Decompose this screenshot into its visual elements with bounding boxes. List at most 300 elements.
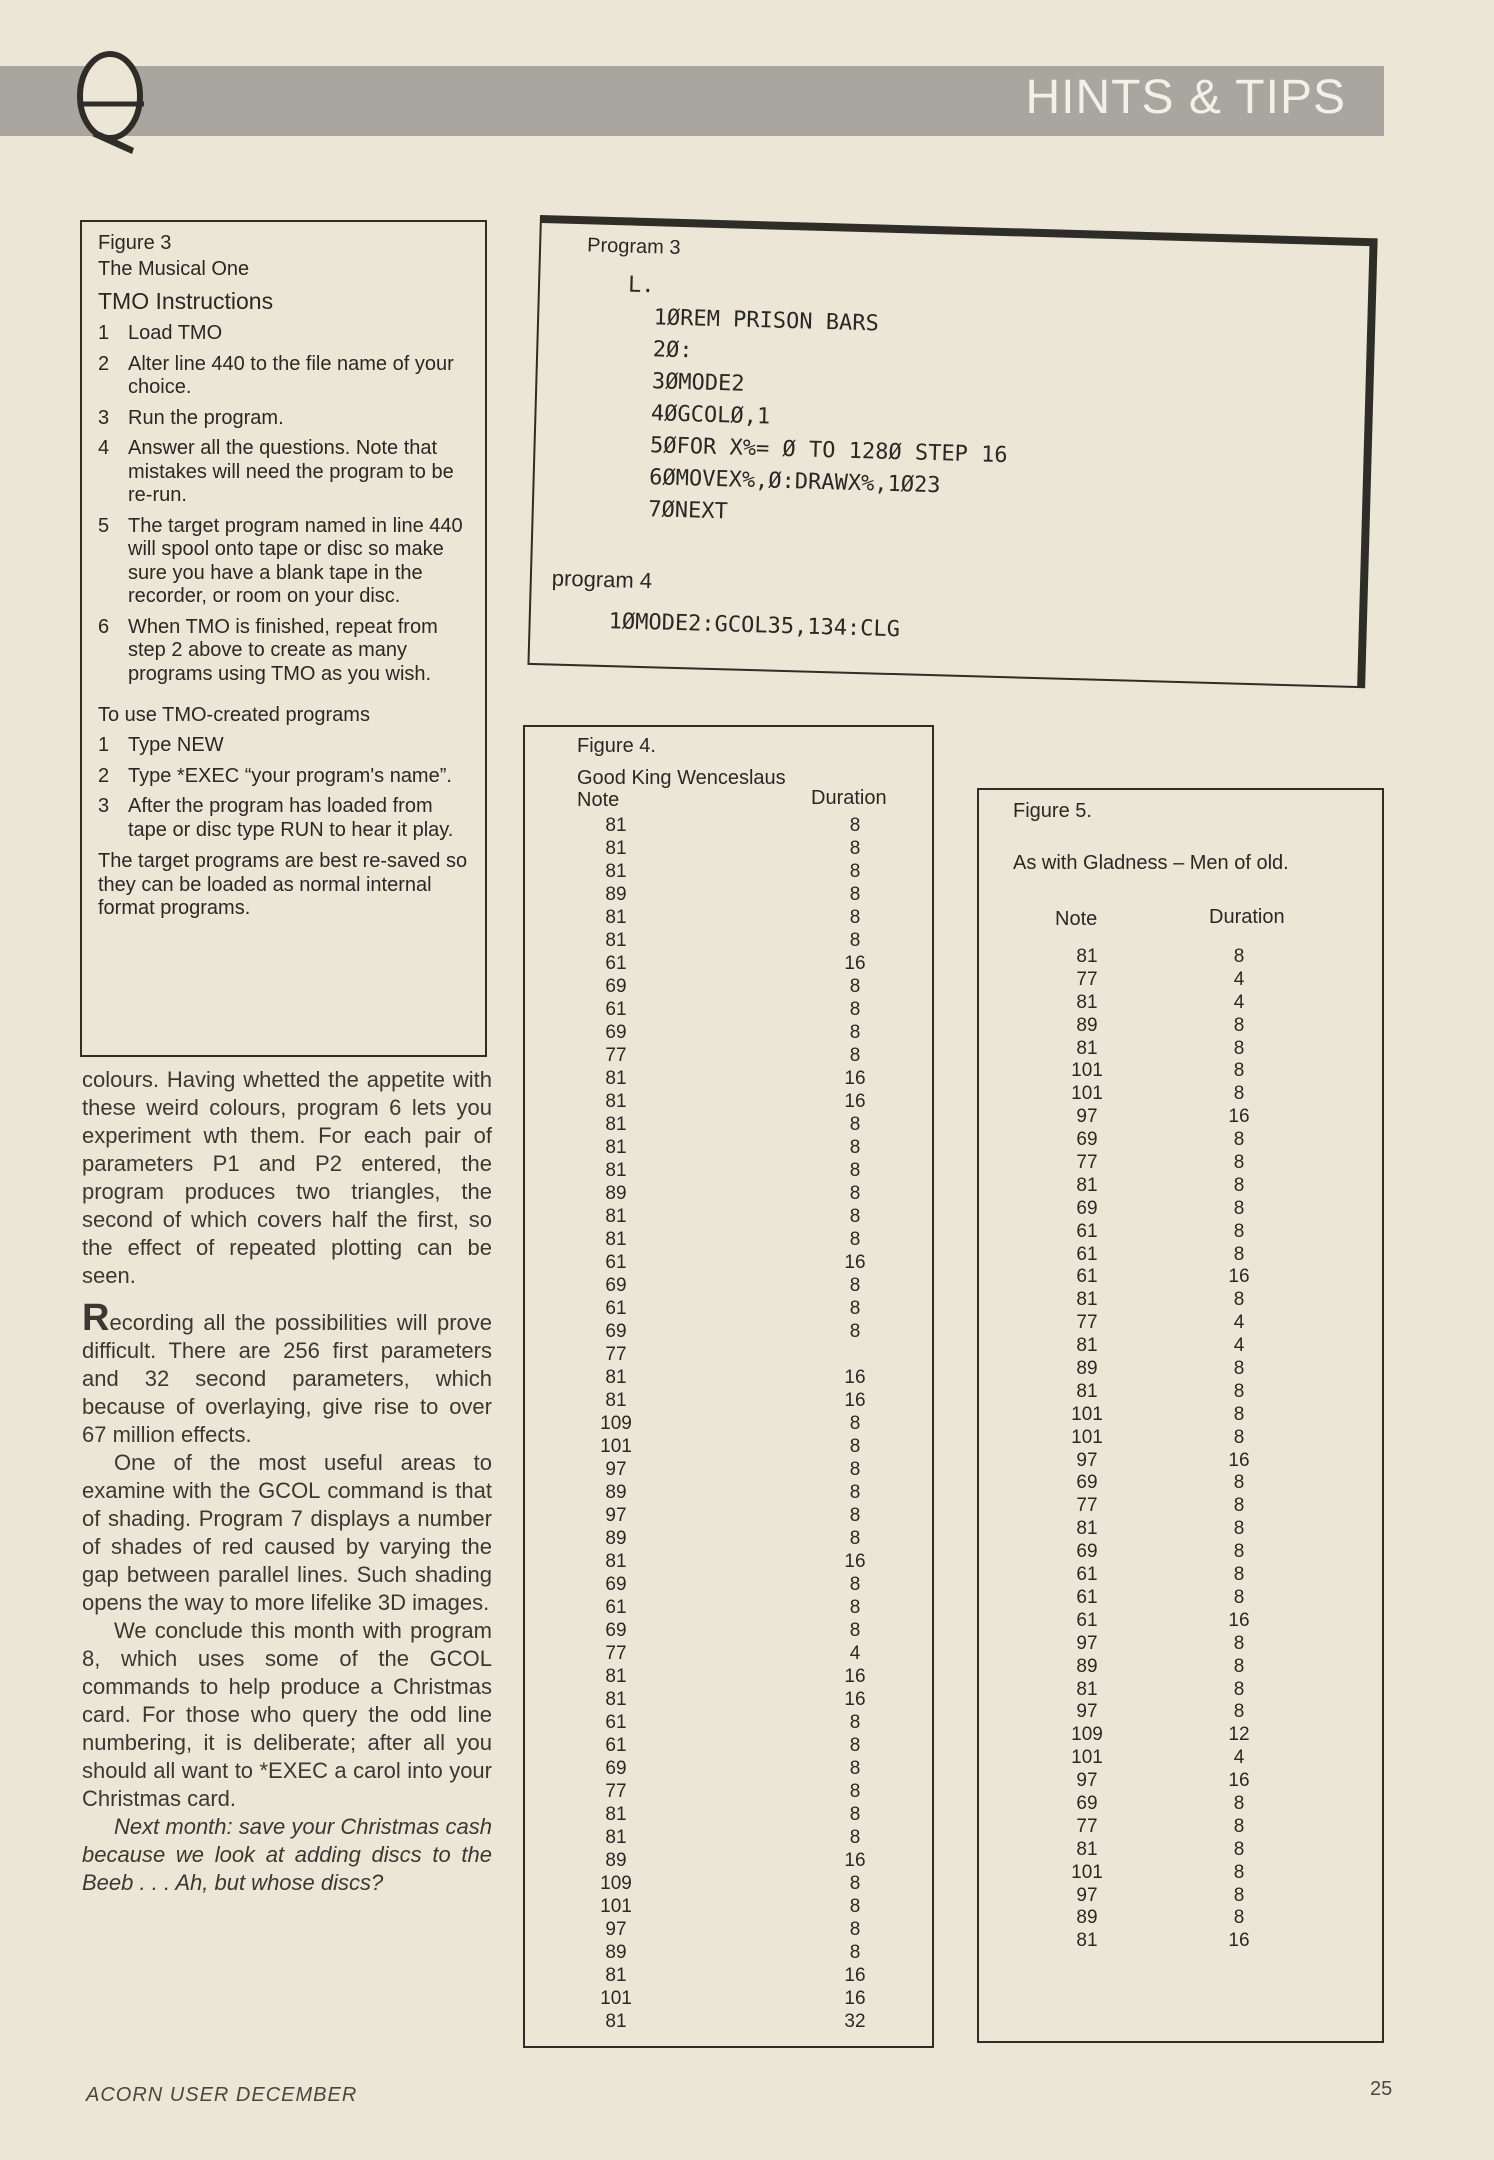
duration-cell: 8 <box>1233 1678 1245 1700</box>
note-cell: 109 <box>1071 1724 1103 1746</box>
duration-cell: 8 <box>849 976 861 997</box>
table-row <box>525 1551 932 1574</box>
note-cell: 61 <box>1076 1564 1098 1586</box>
note-cell: 69 <box>1076 1792 1098 1814</box>
duration-cell: 8 <box>849 815 861 836</box>
table-row <box>525 1206 932 1229</box>
duration-cell: 8 <box>849 1620 861 1641</box>
note-cell: 81 <box>605 930 627 951</box>
instruction-item <box>98 616 471 687</box>
duration-cell: 8 <box>849 1436 861 1457</box>
duration-cell: 8 <box>849 1942 861 1963</box>
note-cell: 69 <box>1076 1541 1098 1563</box>
note-cell: 81 <box>605 1666 627 1687</box>
table-row <box>525 815 932 838</box>
figure-4-duration-header: Duration <box>811 787 887 809</box>
table-row <box>525 1919 932 1942</box>
note-cell: 81 <box>605 1689 627 1710</box>
duration-cell: 8 <box>1233 1632 1245 1654</box>
note-cell: 81 <box>605 1804 627 1825</box>
duration-cell: 8 <box>1233 1358 1245 1380</box>
figure-5-duration-header: Duration <box>1209 906 1285 928</box>
note-cell: 81 <box>605 1068 627 1089</box>
duration-cell: 16 <box>844 1068 866 1089</box>
table-row <box>525 953 932 976</box>
duration-cell: 8 <box>1233 1083 1245 1105</box>
figure-3-box <box>80 220 487 1057</box>
duration-cell: 8 <box>1233 946 1245 967</box>
note-cell: 77 <box>1076 968 1098 990</box>
note-cell: 69 <box>605 1275 627 1296</box>
table-row <box>525 1689 932 1712</box>
duration-cell: 4 <box>1233 1747 1245 1769</box>
note-cell: 69 <box>605 1574 627 1595</box>
usage-heading: To use TMO-created programs <box>98 704 370 726</box>
duration-cell: 8 <box>849 1298 861 1319</box>
note-cell: 69 <box>605 1022 627 1043</box>
note-cell: 81 <box>1076 1930 1098 1952</box>
code-line: 7ØNEXT <box>621 496 729 525</box>
table-row <box>979 1541 1382 1564</box>
table-row <box>979 1244 1382 1267</box>
table-row <box>525 838 932 861</box>
duration-cell: 16 <box>844 1689 866 1710</box>
duration-cell: 8 <box>1233 1815 1245 1837</box>
table-row <box>979 1472 1382 1495</box>
table-row <box>525 1505 932 1528</box>
duration-cell: 8 <box>849 1160 861 1181</box>
table-row <box>979 1038 1382 1061</box>
duration-cell: 8 <box>1233 1655 1245 1677</box>
table-row <box>525 976 932 999</box>
program-4-label: program 4 <box>551 565 653 594</box>
note-cell: 61 <box>605 953 627 974</box>
note-cell: 61 <box>605 1298 627 1319</box>
table-row <box>525 1620 932 1643</box>
note-cell: 89 <box>605 1850 627 1871</box>
note-cell: 89 <box>1076 1907 1098 1929</box>
duration-cell: 8 <box>849 1873 861 1894</box>
duration-cell: 16 <box>844 1091 866 1112</box>
duration-cell: 16 <box>844 1666 866 1687</box>
duration-cell: 8 <box>849 1229 861 1250</box>
instruction-item <box>98 734 471 758</box>
duration-cell: 8 <box>849 1505 861 1526</box>
duration-cell: 8 <box>849 1528 861 1549</box>
note-cell: 101 <box>600 1436 632 1457</box>
table-row <box>525 907 932 930</box>
note-cell: 101 <box>1071 1060 1103 1082</box>
note-cell: 61 <box>605 1712 627 1733</box>
note-cell: 69 <box>1076 1129 1098 1151</box>
duration-cell: 8 <box>1233 1037 1245 1059</box>
note-cell: 109 <box>600 1413 632 1434</box>
duration-cell: 16 <box>844 1390 866 1411</box>
table-row <box>525 1459 932 1482</box>
table-row <box>979 1129 1382 1152</box>
note-cell: 69 <box>605 1620 627 1641</box>
duration-cell: 8 <box>1233 1792 1245 1814</box>
note-cell: 69 <box>605 1321 627 1342</box>
instruction-number: 6 <box>98 615 110 638</box>
note-cell: 101 <box>600 1988 632 2009</box>
instruction-number: 2 <box>98 764 110 787</box>
table-row <box>979 1587 1382 1610</box>
note-cell: 89 <box>605 1482 627 1503</box>
note-cell: 97 <box>1076 1106 1098 1128</box>
note-cell: 81 <box>605 1390 627 1411</box>
table-row <box>979 1106 1382 1129</box>
table-row <box>525 2011 932 2034</box>
instruction-item <box>98 407 471 431</box>
table-row <box>979 1335 1382 1358</box>
note-cell: 81 <box>605 815 627 836</box>
note-cell: 77 <box>605 1781 627 1802</box>
table-row <box>979 1358 1382 1381</box>
figure-5-note-header: Note <box>1055 908 1098 930</box>
table-row <box>525 1827 932 1850</box>
code-line: 4ØGCOLØ,1 <box>624 400 771 430</box>
table-row <box>979 1198 1382 1221</box>
table-row <box>525 1942 932 1965</box>
duration-cell: 8 <box>1233 1060 1245 1082</box>
instruction-text: Type *EXEC “your program's name”. <box>128 764 452 787</box>
figure-5-label: Figure 5. <box>1013 800 1092 822</box>
duration-cell: 8 <box>1233 1174 1245 1196</box>
duration-cell: 8 <box>1233 1838 1245 1860</box>
table-row <box>979 1450 1382 1473</box>
duration-cell: 8 <box>849 1137 861 1158</box>
duration-cell: 8 <box>1233 1907 1245 1929</box>
note-cell: 97 <box>605 1459 627 1480</box>
instruction-number: 5 <box>98 514 110 537</box>
table-row <box>525 1965 932 1988</box>
duration-cell: 8 <box>849 1804 861 1825</box>
note-cell: 77 <box>1076 1815 1098 1837</box>
table-row <box>979 946 1382 969</box>
paragraph <box>82 1297 492 1449</box>
duration-cell: 16 <box>1228 1930 1250 1952</box>
instruction-number: 3 <box>98 795 110 817</box>
figure-5-rows <box>979 946 1382 1953</box>
note-cell: 81 <box>605 1551 627 1572</box>
duration-cell: 8 <box>1233 1426 1245 1448</box>
next-month-teaser: Next month: save your Christmas cash because we look at adding discs to the Beeb . . . Ah, but whose discs? <box>82 1814 492 1895</box>
paragraph: We conclude this month with program 8, which uses some of the GCOL commands to help produce a Christmas card. For those who query the odd line numbering, it is deliberate; after all you should all want to *EXEC a carol into your Christmas card. <box>82 1618 492 1811</box>
duration-cell: 16 <box>1228 1266 1250 1288</box>
note-cell: 89 <box>1076 1014 1098 1036</box>
duration-cell: 8 <box>1233 1403 1245 1425</box>
note-cell: 77 <box>1076 1495 1098 1517</box>
note-cell: 97 <box>1076 1632 1098 1654</box>
duration-cell: 8 <box>849 1896 861 1917</box>
table-row <box>525 861 932 884</box>
duration-cell: 8 <box>849 1183 861 1204</box>
table-row <box>979 1747 1382 1770</box>
instruction-text: Alter line 440 to the file name of your choice. <box>128 352 454 398</box>
section-title: HINTS & TIPS <box>1025 71 1346 124</box>
table-row <box>525 999 932 1022</box>
acorn-q-logo-icon <box>70 48 152 158</box>
duration-cell: 8 <box>1233 1701 1245 1723</box>
note-cell: 97 <box>605 1919 627 1940</box>
note-cell: 61 <box>605 1597 627 1618</box>
duration-cell: 8 <box>849 1482 861 1503</box>
duration-cell: 16 <box>844 1252 866 1273</box>
duration-cell: 8 <box>849 907 861 928</box>
table-row <box>979 1312 1382 1335</box>
table-row <box>525 1229 932 1252</box>
table-row <box>525 1758 932 1781</box>
note-cell: 101 <box>1071 1861 1103 1883</box>
note-cell: 61 <box>605 999 627 1020</box>
note-cell: 61 <box>605 1735 627 1756</box>
duration-cell: 8 <box>849 1275 861 1296</box>
note-cell: 101 <box>1071 1747 1103 1769</box>
table-row <box>979 1152 1382 1175</box>
note-cell: 61 <box>605 1252 627 1273</box>
table-row <box>979 1907 1382 1930</box>
note-cell: 81 <box>605 1827 627 1848</box>
table-row <box>979 1060 1382 1083</box>
duration-cell: 8 <box>1233 1197 1245 1219</box>
instruction-item <box>98 515 471 609</box>
duration-cell: 8 <box>849 1045 861 1066</box>
table-row <box>525 1643 932 1666</box>
table-row <box>525 1114 932 1137</box>
paragraph: colours. Having whetted the appetite with these weird colours, program 6 lets you experiment wth them. For each pair of parameters P1 and P2 entered, the program produces two triangles, the second of which covers half the first, so the effect of repeated plotting can be seen. <box>82 1067 492 1288</box>
table-row <box>979 1701 1382 1724</box>
note-cell: 97 <box>1076 1884 1098 1906</box>
duration-cell: 8 <box>849 861 861 882</box>
table-row <box>979 1770 1382 1793</box>
instruction-text: The target program named in line 440 will spool onto tape or disc so make sure you have a blank tape in the recorder, or room on your disc. <box>128 514 463 607</box>
note-cell: 81 <box>1076 991 1098 1013</box>
table-row <box>979 1885 1382 1908</box>
duration-cell: 4 <box>1233 968 1245 990</box>
instruction-text: After the program has loaded from tape or disc type RUN to hear it play. <box>128 795 454 841</box>
duration-cell: 8 <box>1233 1541 1245 1563</box>
duration-cell: 8 <box>1233 1495 1245 1517</box>
instruction-item <box>98 765 471 789</box>
table-row <box>525 1896 932 1919</box>
note-cell: 61 <box>1076 1243 1098 1265</box>
note-cell: 77 <box>1076 1152 1098 1174</box>
duration-cell: 8 <box>849 838 861 859</box>
table-row <box>979 992 1382 1015</box>
table-row <box>525 1252 932 1275</box>
note-cell: 81 <box>1076 1518 1098 1540</box>
table-row <box>525 1390 932 1413</box>
duration-cell: 8 <box>849 1712 861 1733</box>
note-cell: 81 <box>605 907 627 928</box>
duration-cell: 32 <box>844 2011 866 2032</box>
table-row <box>525 1597 932 1620</box>
drop-cap: R <box>82 1297 110 1339</box>
duration-cell: 8 <box>1233 1220 1245 1242</box>
table-row <box>525 1413 932 1436</box>
table-row <box>525 1436 932 1459</box>
figure-4-label: Figure 4. <box>577 735 656 757</box>
figure-3-label: Figure 3 <box>98 232 172 254</box>
duration-cell: 4 <box>1233 1335 1245 1357</box>
note-cell: 77 <box>605 1045 627 1066</box>
table-row <box>979 1266 1382 1289</box>
duration-cell: 8 <box>849 1022 861 1043</box>
figure-4-rows <box>525 815 932 2034</box>
duration-cell: 8 <box>849 1114 861 1135</box>
table-row <box>979 1015 1382 1038</box>
duration-cell: 8 <box>849 1413 861 1434</box>
table-row <box>979 1404 1382 1427</box>
table-row <box>525 884 932 907</box>
note-cell: 81 <box>1076 1380 1098 1402</box>
duration-cell: 8 <box>1233 1243 1245 1265</box>
instruction-number: 4 <box>98 437 110 459</box>
note-cell: 89 <box>605 1183 627 1204</box>
duration-cell: 12 <box>1228 1724 1250 1746</box>
note-cell: 81 <box>1076 1678 1098 1700</box>
table-row <box>979 1793 1382 1816</box>
duration-cell: 16 <box>844 1850 866 1871</box>
duration-cell: 8 <box>1233 1014 1245 1036</box>
note-cell: 81 <box>1076 1838 1098 1860</box>
table-row <box>525 1160 932 1183</box>
duration-cell: 8 <box>1233 1586 1245 1608</box>
table-row <box>979 1656 1382 1679</box>
note-cell: 81 <box>1076 1335 1098 1357</box>
usage-list <box>98 734 471 842</box>
note-cell: 77 <box>605 1643 627 1664</box>
figure-3-title: The Musical One <box>98 258 250 280</box>
table-row <box>525 1275 932 1298</box>
table-row <box>525 1183 932 1206</box>
duration-cell: 8 <box>849 1827 861 1848</box>
table-row <box>979 1564 1382 1587</box>
instruction-text: When TMO is finished, repeat from step 2 above to create as many programs using TMO as you wish. <box>128 615 438 685</box>
note-cell: 61 <box>1076 1266 1098 1288</box>
program-3-label: Program 3 <box>586 234 681 259</box>
table-row <box>979 1381 1382 1404</box>
note-cell: 69 <box>605 1758 627 1779</box>
note-cell: 89 <box>1076 1655 1098 1677</box>
duration-cell: 8 <box>849 999 861 1020</box>
code-line: 2Ø: <box>625 336 693 364</box>
table-row <box>979 1221 1382 1244</box>
code-line: 1ØREM PRISON BARS <box>626 304 880 337</box>
instruction-text: Load TMO <box>128 322 223 344</box>
table-row <box>979 1495 1382 1518</box>
footer-magazine: ACORN USER DECEMBER <box>86 2084 358 2106</box>
duration-cell: 16 <box>844 1965 866 1986</box>
duration-cell: 16 <box>1228 1106 1250 1128</box>
figure-4-title: Good King Wenceslaus <box>577 767 786 789</box>
note-cell: 81 <box>1076 946 1098 967</box>
duration-cell: 4 <box>1233 991 1245 1013</box>
table-row <box>979 1633 1382 1656</box>
table-row <box>979 1724 1382 1747</box>
note-cell: 109 <box>600 1873 632 1894</box>
table-row <box>525 1850 932 1873</box>
duration-cell: 8 <box>849 1758 861 1779</box>
program-listing-frame <box>527 215 1377 688</box>
table-row <box>525 1091 932 1114</box>
table-row <box>525 1298 932 1321</box>
note-cell: 81 <box>605 2011 627 2032</box>
note-cell: 89 <box>605 1942 627 1963</box>
duration-cell: 8 <box>1233 1152 1245 1174</box>
note-cell: 101 <box>1071 1083 1103 1105</box>
note-cell: 81 <box>1076 1174 1098 1196</box>
duration-cell: 16 <box>844 1988 866 2009</box>
table-row <box>979 1175 1382 1198</box>
table-row <box>979 1083 1382 1106</box>
duration-cell: 8 <box>1233 1564 1245 1586</box>
instructions-list <box>98 322 471 686</box>
duration-cell: 16 <box>844 1367 866 1388</box>
table-row <box>525 1735 932 1758</box>
figure-5-table <box>977 788 1384 2043</box>
table-row <box>525 1873 932 1896</box>
instruction-number: 3 <box>98 406 110 429</box>
note-cell: 61 <box>1076 1586 1098 1608</box>
note-cell: 101 <box>1071 1403 1103 1425</box>
note-cell: 97 <box>1076 1449 1098 1471</box>
table-row <box>525 1321 932 1344</box>
note-cell: 81 <box>605 1160 627 1181</box>
instruction-item <box>98 353 471 400</box>
table-row <box>525 1712 932 1735</box>
figure-4-table <box>523 725 934 2048</box>
table-row <box>525 930 932 953</box>
note-cell: 97 <box>605 1505 627 1526</box>
table-row <box>979 1930 1382 1953</box>
note-cell: 97 <box>1076 1701 1098 1723</box>
table-row <box>979 1816 1382 1839</box>
table-row <box>979 1427 1382 1450</box>
instruction-item <box>98 437 471 508</box>
duration-cell: 8 <box>849 1574 861 1595</box>
table-row <box>979 1610 1382 1633</box>
table-row <box>979 1679 1382 1702</box>
table-row <box>525 1574 932 1597</box>
duration-cell: 8 <box>849 1781 861 1802</box>
note-cell: 81 <box>605 1229 627 1250</box>
instruction-text: Run the program. <box>128 406 284 429</box>
note-cell: 69 <box>1076 1197 1098 1219</box>
instruction-text: Type NEW <box>128 734 224 756</box>
figure-5-title: As with Gladness – Men of old. <box>1013 852 1289 874</box>
table-row <box>525 1666 932 1689</box>
code-line: L. <box>627 272 655 299</box>
note-cell: 69 <box>1076 1472 1098 1494</box>
instruction-number: 2 <box>98 352 110 375</box>
note-cell: 81 <box>1076 1289 1098 1311</box>
instruction-item <box>98 795 471 842</box>
instruction-text: Answer all the questions. Note that mistakes will need the program to be re-run. <box>128 437 454 506</box>
figure-4-note-header: Note <box>577 789 620 811</box>
paragraph: One of the most useful areas to examine with the GCOL command is that of shading. Program 7 displays a number of shades of red caused by varying the gap between parallel lines. Such shading opens the way to more lifelike 3D images. <box>82 1450 492 1615</box>
duration-cell: 16 <box>844 1551 866 1572</box>
table-row <box>525 1988 932 2011</box>
note-cell: 89 <box>605 1528 627 1549</box>
note-cell: 89 <box>1076 1358 1098 1380</box>
note-cell: 61 <box>1076 1220 1098 1242</box>
table-row <box>979 1289 1382 1312</box>
code-line: 6ØMOVEX%,Ø:DRAWX%,1Ø23 <box>622 464 941 499</box>
instructions-heading: TMO Instructions <box>98 288 274 314</box>
duration-cell: 8 <box>1233 1518 1245 1540</box>
